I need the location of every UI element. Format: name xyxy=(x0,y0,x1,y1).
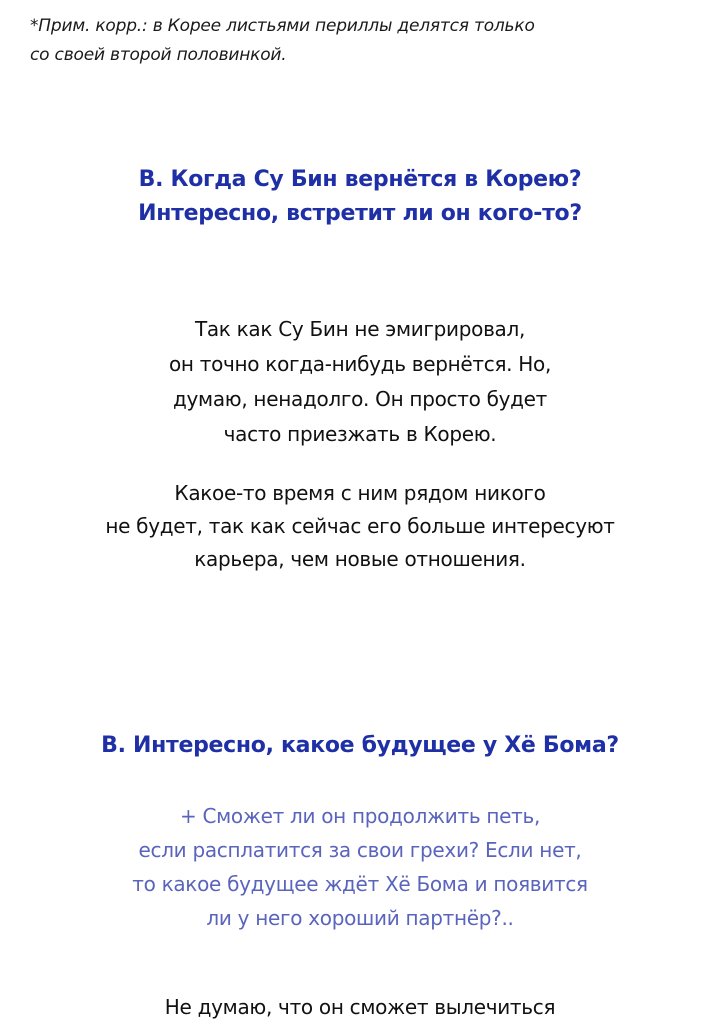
answer-line: Не думаю, что он сможет вылечиться xyxy=(164,995,556,1019)
question-2 xyxy=(0,729,720,763)
answer-line: Так как Су Бин не эмигрировал, xyxy=(194,317,526,341)
question-2-addition xyxy=(0,799,720,935)
answer-line: карьера, чем новые отношения. xyxy=(194,547,526,571)
answer-line: часто приезжать в Корею. xyxy=(223,422,497,446)
question-line: В. Когда Су Бин вернётся в Корею? xyxy=(138,167,582,192)
question-line: Интересно, встретит ли он кого-то? xyxy=(138,201,582,226)
sub-question-line: то какое будущее ждёт Хё Бома и появится xyxy=(132,872,588,896)
answer-1-paragraph-1 xyxy=(0,312,720,452)
sub-question-line: ли у него хороший партнёр?.. xyxy=(206,906,514,930)
question-line: В. Интересно, какое будущее у Хё Бома? xyxy=(101,733,619,758)
sub-question-line: + Сможет ли он продолжить петь, xyxy=(179,804,541,828)
answer-2 xyxy=(0,990,720,1024)
note-line: *Прим. корр.: в Корее листьями периллы делятся только xyxy=(30,16,535,36)
answer-line: не будет, так как сейчас его больше интересуют xyxy=(105,514,615,538)
translator-note xyxy=(30,12,630,70)
question-1 xyxy=(0,163,720,231)
answer-1-paragraph-2 xyxy=(0,477,720,576)
answer-line: он точно когда-нибудь вернётся. Но, xyxy=(168,352,552,376)
sub-question-line: если расплатится за свои грехи? Если нет, xyxy=(138,838,582,862)
note-line: со своей второй половинкой. xyxy=(30,45,287,65)
answer-line: Какое-то время с ним рядом никого xyxy=(174,481,546,505)
answer-line: думаю, ненадолго. Он просто будет xyxy=(172,387,548,411)
